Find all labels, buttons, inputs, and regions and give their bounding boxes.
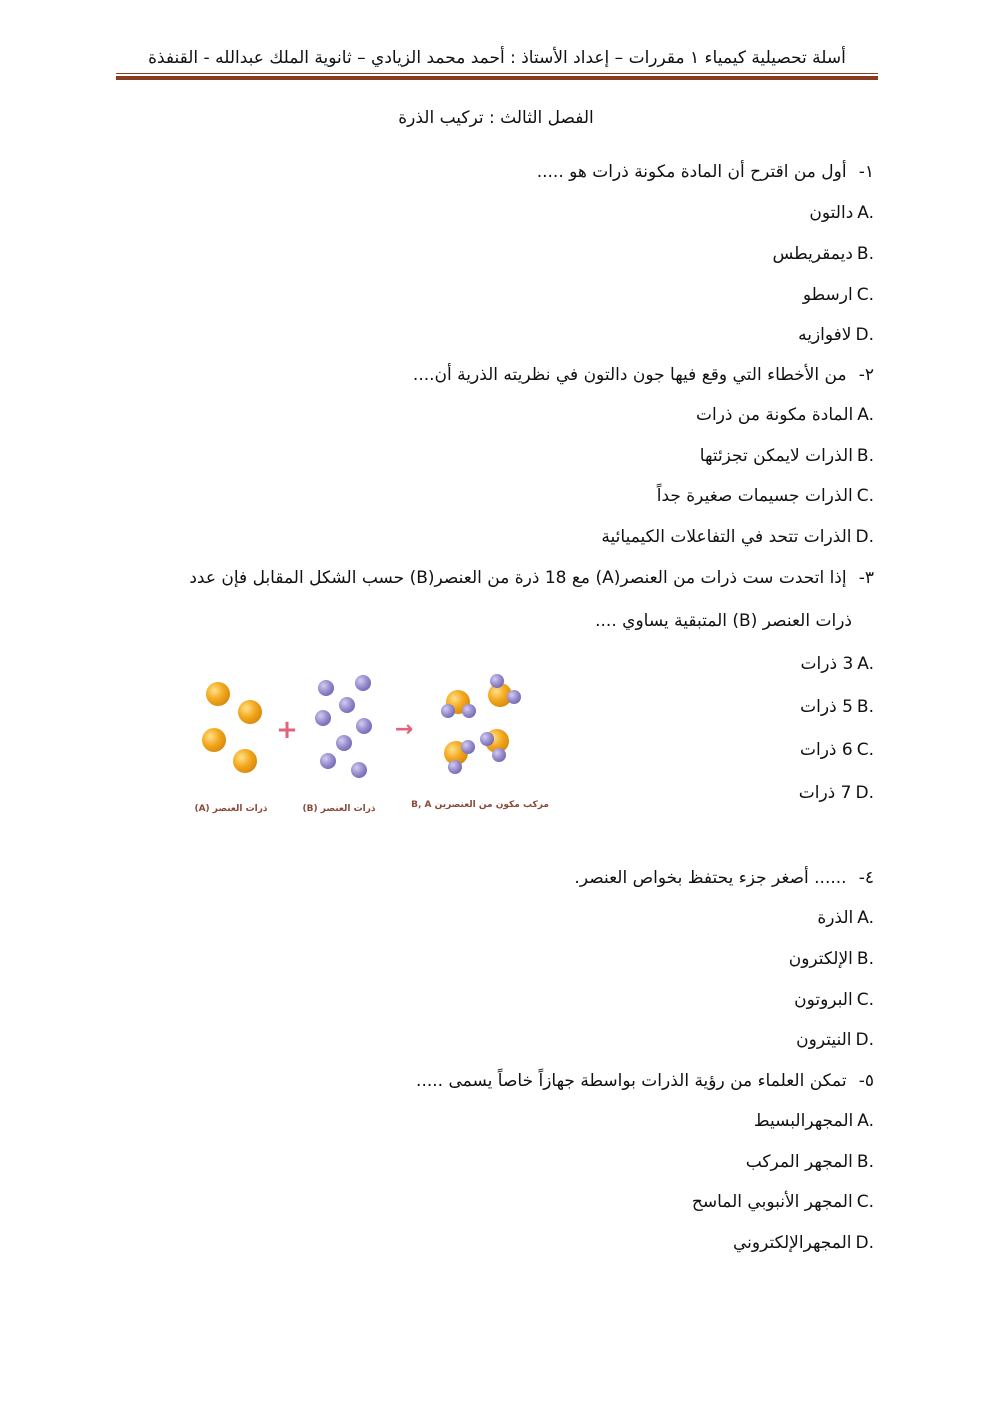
option-text: 3 ذرات <box>800 654 854 674</box>
label-element-a: ذرات العنصر (A) <box>194 804 268 814</box>
atom-b <box>356 718 372 734</box>
option-5b[interactable] <box>746 1150 874 1174</box>
option-5c[interactable] <box>692 1190 874 1214</box>
option-letter: D. <box>855 527 874 547</box>
question-number: ٥- <box>858 1071 874 1091</box>
atom-b <box>320 753 336 769</box>
option-letter: A. <box>857 654 874 674</box>
option-letter: B. <box>856 949 874 969</box>
option-3d[interactable] <box>799 781 874 805</box>
atom-a <box>202 728 226 752</box>
option-2c[interactable] <box>657 484 874 508</box>
option-text: الذرة <box>817 908 854 928</box>
question-number: ٤- <box>858 868 874 888</box>
header-divider-thick <box>116 76 878 80</box>
option-letter: D. <box>855 1233 874 1253</box>
option-2d[interactable] <box>601 525 874 549</box>
option-text: الإلكترون <box>788 949 853 969</box>
question-1 <box>537 160 874 184</box>
option-text: المجهرالبسيط <box>753 1111 854 1131</box>
option-text: الذرات جسيمات صغيرة جداً <box>656 486 853 506</box>
option-text: دالتون <box>809 203 854 223</box>
option-1d[interactable] <box>798 323 874 347</box>
option-letter: A. <box>857 1111 874 1131</box>
option-letter: A. <box>857 405 874 425</box>
atom-b <box>351 762 367 778</box>
atoms-reaction-figure <box>114 660 624 816</box>
option-text: الذرات لايمكن تجزئتها <box>699 446 853 466</box>
option-text: الذرات تتحد في التفاعلات الكيميائية <box>601 527 852 547</box>
question-text: من الأخطاء التي وقع فيها جون دالتون في نظريته الذرية أن.... <box>412 365 847 385</box>
option-1c[interactable] <box>803 283 874 307</box>
option-text: المجهرالإلكتروني <box>732 1233 852 1253</box>
option-3b[interactable] <box>800 695 874 719</box>
option-3a[interactable] <box>801 652 874 676</box>
option-letter: D. <box>855 1030 874 1050</box>
reaction-arrow: → <box>394 717 414 742</box>
option-letter: A. <box>857 203 874 223</box>
option-letter: D. <box>855 325 874 345</box>
option-4b[interactable] <box>789 947 874 971</box>
option-text: ارسطو <box>802 285 853 305</box>
question-text: ...... أصغر جزء يحتفظ بخواص العنصر. <box>574 868 847 888</box>
label-compound: مركب مكون من العنصرين B, A <box>411 800 549 810</box>
question-4 <box>574 866 874 890</box>
atom-b <box>315 710 331 726</box>
option-text: المادة مكونة من ذرات <box>695 405 854 425</box>
label-element-b: ذرات العنصر (B) <box>302 804 376 814</box>
option-5d[interactable] <box>733 1231 874 1255</box>
option-letter: C. <box>856 740 874 760</box>
option-letter: B. <box>856 1152 874 1172</box>
option-text: المجهر المركب <box>745 1152 853 1172</box>
option-5a[interactable] <box>754 1109 874 1133</box>
option-3c[interactable] <box>800 738 874 762</box>
option-1a[interactable] <box>809 201 874 225</box>
question-3-continued: ذرات العنصر (B) المتبقية يساوي .... <box>595 611 852 631</box>
atom-b <box>318 680 334 696</box>
option-letter: B. <box>856 244 874 264</box>
atom-b <box>336 735 352 751</box>
option-4c[interactable] <box>794 988 874 1012</box>
question-number: ٢- <box>858 365 874 385</box>
question-3 <box>189 566 874 590</box>
option-letter: C. <box>856 1192 874 1212</box>
option-text: النيترون <box>796 1030 852 1050</box>
option-letter: B. <box>856 697 874 717</box>
option-1b[interactable] <box>772 242 874 266</box>
option-letter: C. <box>856 285 874 305</box>
option-text: 5 ذرات <box>800 697 853 717</box>
option-letter: B. <box>856 446 874 466</box>
page-header: أسلة تحصيلية كيمياء ١ مقررات – إعداد الأستاذ : أحمد محمد الزيادي – ثانوية الملك عبدالله - القنفذة <box>148 48 846 68</box>
option-text: لافوازيه <box>798 325 852 345</box>
option-text: المجهر الأنبوبي الماسح <box>691 1192 853 1212</box>
option-2a[interactable] <box>696 403 874 427</box>
question-text: إذا اتحدت ست ذرات من العنصر(A) مع 18 ذرة من العنصر(B) حسب الشكل المقابل فإن عدد <box>189 568 847 588</box>
option-letter: D. <box>855 783 874 803</box>
option-letter: C. <box>856 486 874 506</box>
plus-sign: + <box>276 715 298 745</box>
atom-a <box>233 749 257 773</box>
atom-b <box>339 697 355 713</box>
atom-b <box>355 675 371 691</box>
question-text: أول من اقترح أن المادة مكونة ذرات هو ..... <box>536 162 847 182</box>
question-2 <box>413 363 874 387</box>
option-2b[interactable] <box>700 444 874 468</box>
option-letter: C. <box>856 990 874 1010</box>
question-text: تمكن العلماء من رؤية الذرات بواسطة جهازاً خاصاً يسمى ..... <box>416 1071 847 1091</box>
atom-a <box>238 700 262 724</box>
chapter-title: الفصل الثالث : تركيب الذرة <box>398 108 594 128</box>
header-divider-thin <box>116 73 878 74</box>
question-number: ٣- <box>858 568 874 588</box>
option-text: 7 ذرات <box>798 783 852 803</box>
option-text: البروتون <box>794 990 853 1010</box>
atom-a <box>206 682 230 706</box>
question-number: ١- <box>858 162 874 182</box>
option-letter: A. <box>857 908 874 928</box>
option-4a[interactable] <box>817 906 874 930</box>
question-5 <box>416 1069 874 1093</box>
option-text: ديمقريطس <box>772 244 853 264</box>
option-text: 6 ذرات <box>799 740 853 760</box>
option-4d[interactable] <box>796 1028 874 1052</box>
